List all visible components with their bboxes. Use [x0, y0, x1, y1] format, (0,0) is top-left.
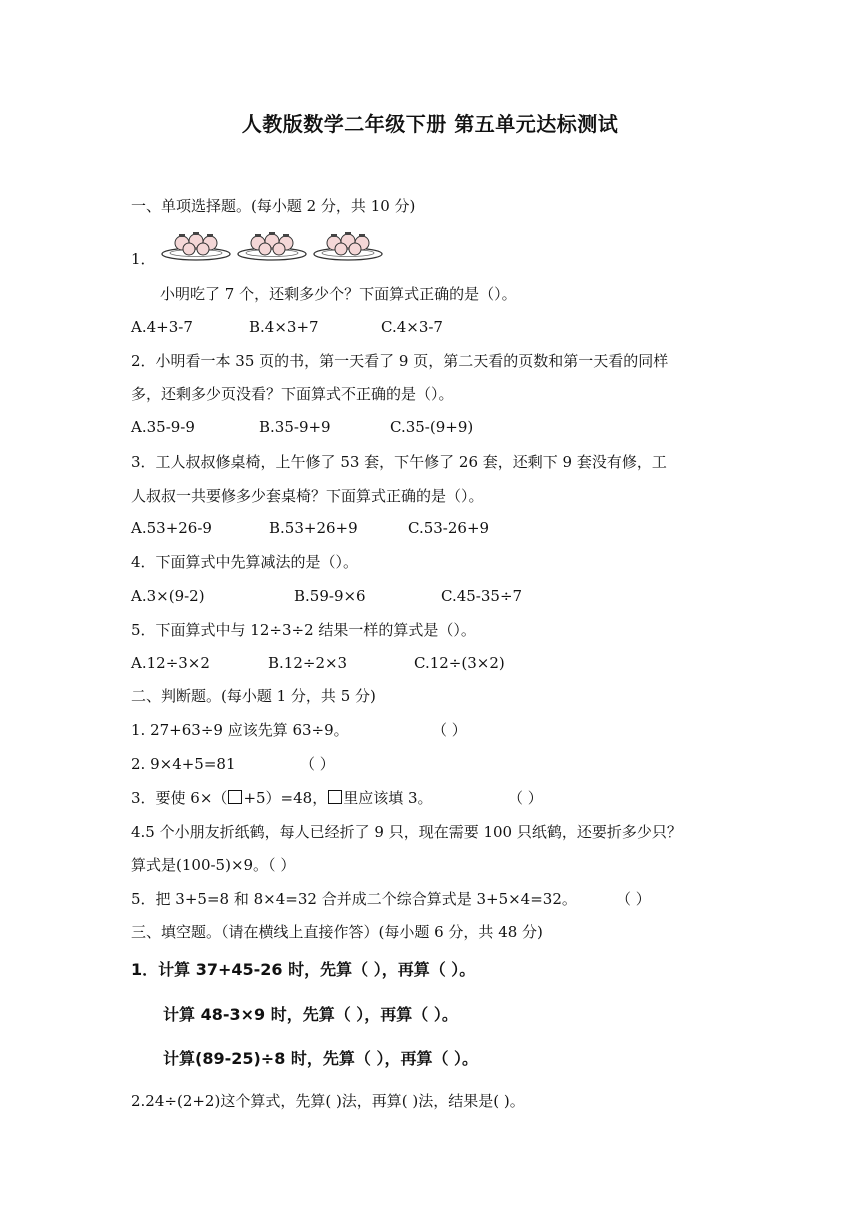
section1-heading: 一、单项选择题。(每小题 2 分，共 10 分) — [131, 197, 416, 215]
judge-q5: 5．把 3+5=8 和 8×4=32 合并成二个综合算式是 3+5×4=32。 — [131, 890, 577, 908]
judge-q3-answer-paren[interactable]: （ ） — [508, 789, 543, 807]
q3-line2: 人叔叔一共要修多少套桌椅？下面算式正确的是（）。 — [131, 487, 484, 505]
option-c: C.45-35÷7 — [441, 587, 523, 605]
judge-q2-answer-paren[interactable]: （ ） — [300, 755, 335, 773]
option-b: B.59-9×6 — [294, 587, 366, 605]
option-c: C.35-(9+9) — [390, 418, 474, 436]
q1-stem: 小明吃了 7 个，还剩多少个？下面算式正确的是（）。 — [160, 285, 517, 303]
blank-box-icon — [228, 790, 242, 804]
option-a: A.12÷3×2 — [131, 654, 210, 672]
judge-q3 — [131, 788, 433, 808]
fill-q2: 2.24÷(2+2)这个算式，先算( )法，再算( )法，结果是( )。 — [131, 1092, 525, 1110]
q3-line1: 3．工人叔叔修桌椅，上午修了 53 套，下午修了 26 套，还剩下 9 套没有修，工 — [131, 453, 667, 471]
q2-line2: 多，还剩多少页没看？下面算式不正确的是（）。 — [131, 385, 454, 403]
judge-q5-answer-paren[interactable]: （ ） — [616, 890, 651, 908]
q3-options — [131, 518, 489, 538]
option-b: B.35-9+9 — [259, 418, 331, 436]
option-a: A.4+3-7 — [131, 318, 193, 336]
judge-q3-part1: 3．要使 6×（ — [131, 789, 228, 807]
judge-q3-part2: +5）=48， — [243, 789, 328, 807]
judge-q3-part3: 里应该填 3。 — [343, 789, 433, 807]
section3-heading: 三、填空题。（请在横线上直接作答）(每小题 6 分，共 48 分) — [131, 923, 543, 941]
judge-q2: 2. 9×4+5=81 — [131, 755, 236, 773]
option-c: C.53-26+9 — [408, 519, 490, 537]
q1-options — [131, 317, 443, 337]
page-title: 人教版数学二年级下册 第五单元达标测试 — [241, 112, 619, 136]
q4-line1: 4．下面算式中先算减法的是（）。 — [131, 553, 359, 571]
q1-number: 1． — [131, 250, 156, 268]
option-b: B.53+26+9 — [269, 519, 358, 537]
option-a: A.35-9-9 — [131, 418, 195, 436]
judge-q4-line1: 4.5 个小朋友折纸鹤，每人已经折了 9 只，现在需要 100 只纸鹤，还要折多少只？ — [131, 823, 682, 841]
q5-options — [131, 653, 505, 673]
q2-line1: 2．小明看一本 35 页的书，第一天看了 9 页，第二天看的页数和第一天看的同样 — [131, 352, 669, 370]
judge-q4-line2: 算式是(100-5)×9。（ ） — [131, 856, 296, 874]
strawberry-plates-image — [160, 228, 390, 262]
fill-q1-line3: 计算(89-25)÷8 时，先算（ ），再算（ ）。 — [163, 1049, 479, 1068]
section2-heading: 二、判断题。(每小题 1 分，共 5 分) — [131, 687, 376, 705]
q2-options — [131, 417, 473, 437]
option-c: C.12÷(3×2) — [414, 654, 505, 672]
blank-box-icon — [328, 790, 342, 804]
judge-q1: 1. 27+63÷9 应该先算 63÷9。 — [131, 721, 349, 739]
fill-q1-line1: 1．计算 37+45-26 时，先算（ ），再算（ ）。 — [131, 960, 476, 979]
option-b: B.4×3+7 — [249, 318, 319, 336]
option-a: A.3×(9-2) — [131, 587, 205, 605]
option-b: B.12÷2×3 — [268, 654, 348, 672]
judge-q1-answer-paren[interactable]: （ ） — [432, 721, 467, 739]
q5-line1: 5．下面算式中与 12÷3÷2 结果一样的算式是（）。 — [131, 621, 476, 639]
option-a: A.53+26-9 — [131, 519, 212, 537]
fill-q1-line2: 计算 48-3×9 时，先算（ ），再算（ ）。 — [163, 1005, 458, 1024]
option-c: C.4×3-7 — [381, 318, 443, 336]
q4-options — [131, 586, 522, 606]
